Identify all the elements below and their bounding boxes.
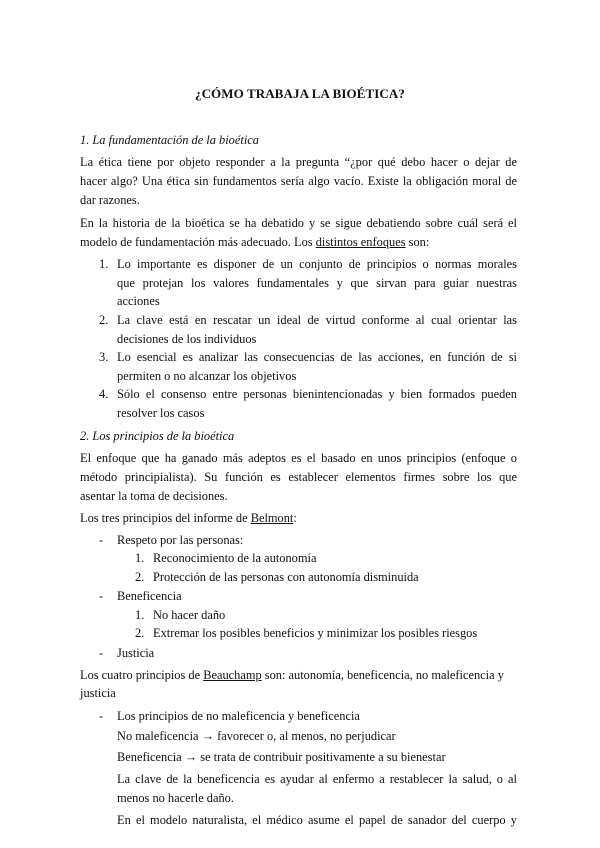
bullet-dash: - <box>99 646 104 660</box>
bullet-item: Los principios de no maleficencia y beneficencia <box>117 709 360 723</box>
list-item-line: permiten o no alcanzar los objetivos <box>117 369 297 383</box>
bullet-dash: - <box>99 709 104 723</box>
paragraph-line: menos no hacerle daño. <box>117 791 234 805</box>
page-title: ¿CÓMO TRABAJA LA BIOÉTICA? <box>194 86 406 101</box>
paragraph-line: En el modelo naturalista, el médico asume el papel de sanador del cuerpo y <box>117 813 517 827</box>
bullet-item: Justicia <box>117 646 155 660</box>
beauchamp-link[interactable]: Beauchamp <box>203 668 262 682</box>
paragraph-line: La ética tiene por objeto responder a la pregunta “¿por qué debo hacer o dejar de <box>80 155 517 169</box>
paragraph-line: hacer algo? Una ética sin fundamentos sería algo vacío. Existe la obligación moral de <box>80 174 517 188</box>
paragraph-line: En la historia de la bioética se ha debatido y se sigue debatiendo sobre cuál será el <box>80 216 517 230</box>
paragraph-line: No maleficencia → favorecer o, al menos, no perjudicar <box>117 729 396 743</box>
paragraph-line: La clave de la beneficencia es ayudar al enfermo a restablecer la salud, o al <box>117 772 517 786</box>
paragraph-line: Los tres principios del informe de Belmont: <box>80 511 297 525</box>
list-number: 2. <box>135 626 145 640</box>
paragraph-line: dar razones. <box>80 193 140 207</box>
paragraph-line: justicia <box>80 686 116 700</box>
bullet-item: Respeto por las personas: <box>117 533 244 547</box>
paragraph-line: Beneficencia → se trata de contribuir positivamente a su bienestar <box>117 750 446 764</box>
sub-list-item: Reconocimiento de la autonomía <box>153 551 317 565</box>
list-number: 2. <box>99 313 109 327</box>
distintos-enfoques-link[interactable]: distintos enfoques <box>315 235 406 249</box>
list-number: 1. <box>135 551 145 565</box>
list-item-line: Sólo el consenso entre personas bienintencionadas y bien formados pueden <box>117 387 517 401</box>
paragraph-line: El enfoque que ha ganado más adeptos es el basado en unos principios (enfoque o <box>80 451 517 465</box>
section-heading-principios: 2. Los principios de la bioética <box>80 429 235 443</box>
list-number: 2. <box>135 570 145 584</box>
list-item-line: La clave está en rescatar un ideal de virtud conforme al cual orientar las <box>117 313 517 327</box>
list-number: 1. <box>135 608 145 622</box>
list-item-line: Lo esencial es analizar las consecuencias de las acciones, en función de si <box>117 350 517 364</box>
list-item-line: decisiones de los individuos <box>117 332 257 346</box>
list-item-line: acciones <box>117 294 160 308</box>
list-number: 4. <box>99 387 109 401</box>
list-number: 3. <box>99 350 109 364</box>
list-item-line: que protejan los valores fundamentales y que sirvan para guiar nuestras <box>117 276 517 290</box>
sub-list-item: Extremar los posibles beneficios y minimizar los posibles riesgos <box>153 626 478 640</box>
list-item-line: Lo importante es disponer de un conjunto de principios o normas morales <box>117 257 517 271</box>
bullet-item: Beneficencia <box>117 589 182 603</box>
paragraph-line: Los cuatro principios de Beauchamp son: autonomía, beneficencia, no maleficencia y <box>80 668 504 682</box>
section-heading-fundamentacion: 1. La fundamentación de la bioética <box>80 133 259 147</box>
paragraph-line: método principialista). Su función es establecer elementos firmes sobre los que <box>80 470 517 484</box>
bullet-dash: - <box>99 533 104 547</box>
paragraph-line: asentar la toma de decisiones. <box>80 489 228 503</box>
bullet-dash: - <box>99 589 104 603</box>
sub-list-item: No hacer daño <box>153 608 226 622</box>
list-number: 1. <box>99 257 109 271</box>
belmont-link[interactable]: Belmont <box>250 511 294 525</box>
list-item-line: resolver los casos <box>117 406 205 420</box>
sub-list-item: Protección de las personas con autonomía disminuida <box>153 570 419 584</box>
paragraph-line: modelo de fundamentación más adecuado. Los distintos enfoques son: <box>80 235 430 249</box>
